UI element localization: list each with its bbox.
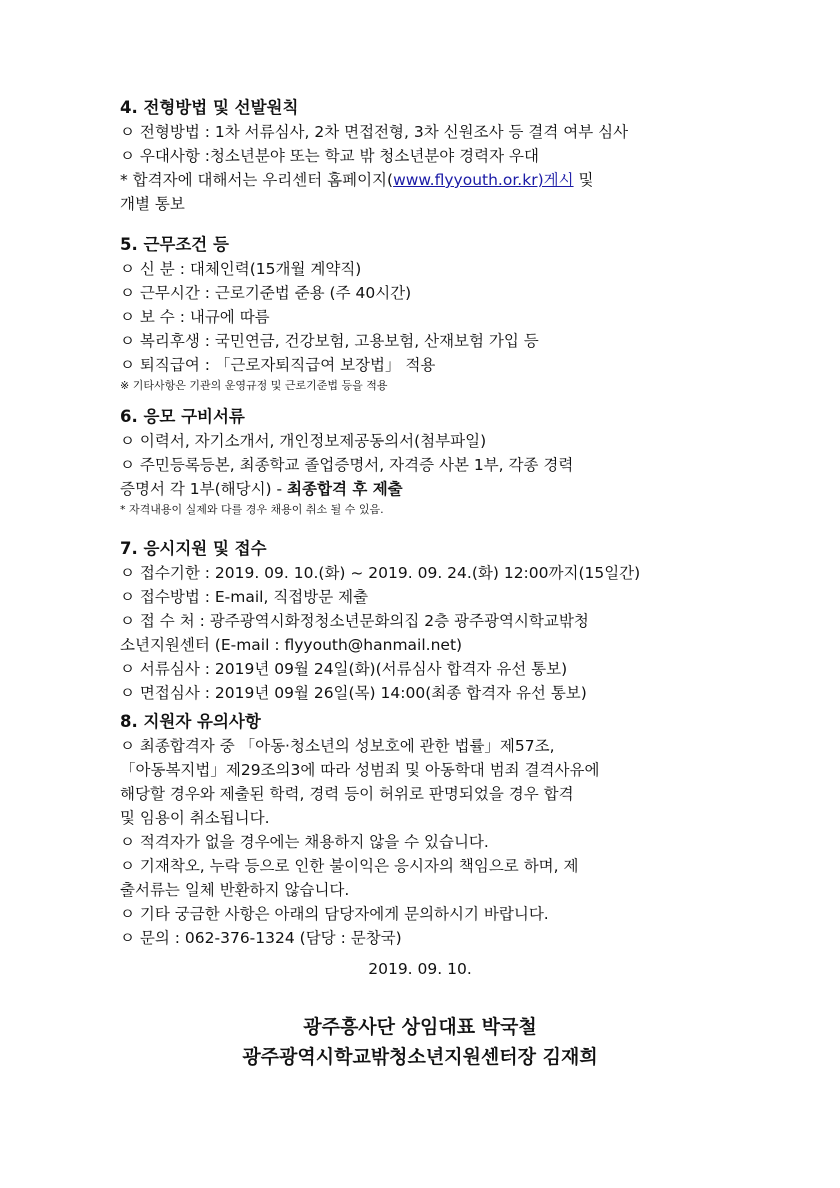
text-fragment: 및: [573, 171, 594, 189]
section-heading: 8. 지원자 유의사항: [120, 712, 261, 731]
text-line: ㅇ 문의 : 062-376-1324 (담당 : 문창국): [120, 929, 402, 947]
text-line: ㅇ 우대사항 :청소년분야 또는 학교 밖 청소년분야 경력자 우대: [120, 147, 539, 165]
text-line: ㅇ 접수기한 : 2019. 09. 10.(화) ~ 2019. 09. 24.(화) 12:00까지(15일간): [120, 564, 641, 582]
text-line: ㅇ 적격자가 없을 경우에는 채용하지 않을 수 있습니다.: [120, 833, 489, 851]
emphasis-text: 최종합격 후 제출: [287, 480, 403, 498]
section-required-documents: [120, 405, 724, 518]
section-heading: 7. 응시지원 및 접수: [120, 539, 267, 558]
text-line: [120, 168, 724, 192]
text-line: 소년지원센터 (E-mail : flyyouth@hanmail.net): [120, 636, 463, 654]
text-line: ㅇ 이력서, 자기소개서, 개인정보제공동의서(첨부파일): [120, 432, 487, 450]
text-line: 개별 통보: [120, 195, 185, 213]
text-line: ㅇ 주민등록등본, 최종학교 졸업증명서, 자격증 사본 1부, 각종 경력: [120, 456, 574, 474]
section-applicant-notes: [120, 710, 724, 950]
text-line: ㅇ 근무시간 : 근로기준법 준용 (주 40시간): [120, 284, 412, 302]
text-line: ㅇ 접수방법 : E-mail, 직접방문 제출: [120, 588, 369, 606]
section-heading: 6. 응모 구비서류: [120, 407, 245, 426]
document-date: 2019. 09. 10.: [368, 960, 472, 978]
text-line: 「아동복지법」제29조의3에 따라 성범죄 및 아동학대 범죄 결격사유에: [120, 761, 600, 779]
text-line: ㅇ 기타 궁금한 사항은 아래의 담당자에게 문의하시기 바랍니다.: [120, 905, 549, 923]
signer-line-1: 광주흥사단 상임대표 박국철: [303, 1016, 537, 1038]
section-working-conditions: [120, 233, 724, 394]
text-fragment: * 합격자에 대해서는 우리센터 홈페이지(: [120, 171, 394, 189]
text-line: ㅇ 복리후생 : 국민연금, 건강보험, 고용보험, 산재보험 가입 등: [120, 332, 539, 350]
section-application: [120, 537, 724, 705]
text-line: ㅇ 보 수 : 내규에 따름: [120, 308, 270, 326]
signer-line-2: 광주광역시학교밖청소년지원센터장 김재희: [242, 1046, 598, 1068]
section-heading: 5. 근무조건 등: [120, 235, 229, 254]
text-line: ㅇ 기재착오, 누락 등으로 인한 불이익은 응시자의 책임으로 하며, 제: [120, 857, 579, 875]
section-heading: 4. 전형방법 및 선발원칙: [120, 98, 299, 117]
text-line: ㅇ 신 분 : 대체인력(15개월 계약직): [120, 260, 362, 278]
text-line: [120, 477, 724, 501]
text-line: ㅇ 접 수 처 : 광주광역시화정청소년문화의집 2층 광주광역시학교밖청: [120, 612, 589, 630]
text-line: 해당할 경우와 제출된 학력, 경력 등이 허위로 판명되었을 경우 합격: [120, 785, 574, 803]
text-line: ㅇ 최종합격자 중 「아동·청소년의 성보호에 관한 법률」제57조,: [120, 737, 555, 755]
footnote: * 자격내용이 실제와 다를 경우 채용이 취소 될 수 있음.: [120, 503, 384, 516]
text-line: ㅇ 면접심사 : 2019년 09월 26일(목) 14:00(최종 합격자 유선 통보): [120, 684, 587, 702]
homepage-link[interactable]: www.flyyouth.or.kr)게시: [393, 171, 574, 189]
text-line: ㅇ 퇴직급여 : 「근로자퇴직급여 보장법」 적용: [120, 356, 436, 374]
text-line: 출서류는 일체 반환하지 않습니다.: [120, 881, 350, 899]
text-line: ㅇ 전형방법 : 1차 서류심사, 2차 면접전형, 3차 신원조사 등 결격 여부 심사: [120, 123, 629, 141]
text-fragment: 증명서 각 1부(해당시) -: [120, 480, 288, 498]
text-line: 및 임용이 취소됩니다.: [120, 809, 270, 827]
text-line: ㅇ 서류심사 : 2019년 09월 24일(화)(서류심사 합격자 유선 통보): [120, 660, 568, 678]
section-selection-method: [120, 96, 724, 216]
footnote: ※ 기타사항은 기관의 운영규정 및 근로기준법 등을 적용: [120, 379, 388, 392]
